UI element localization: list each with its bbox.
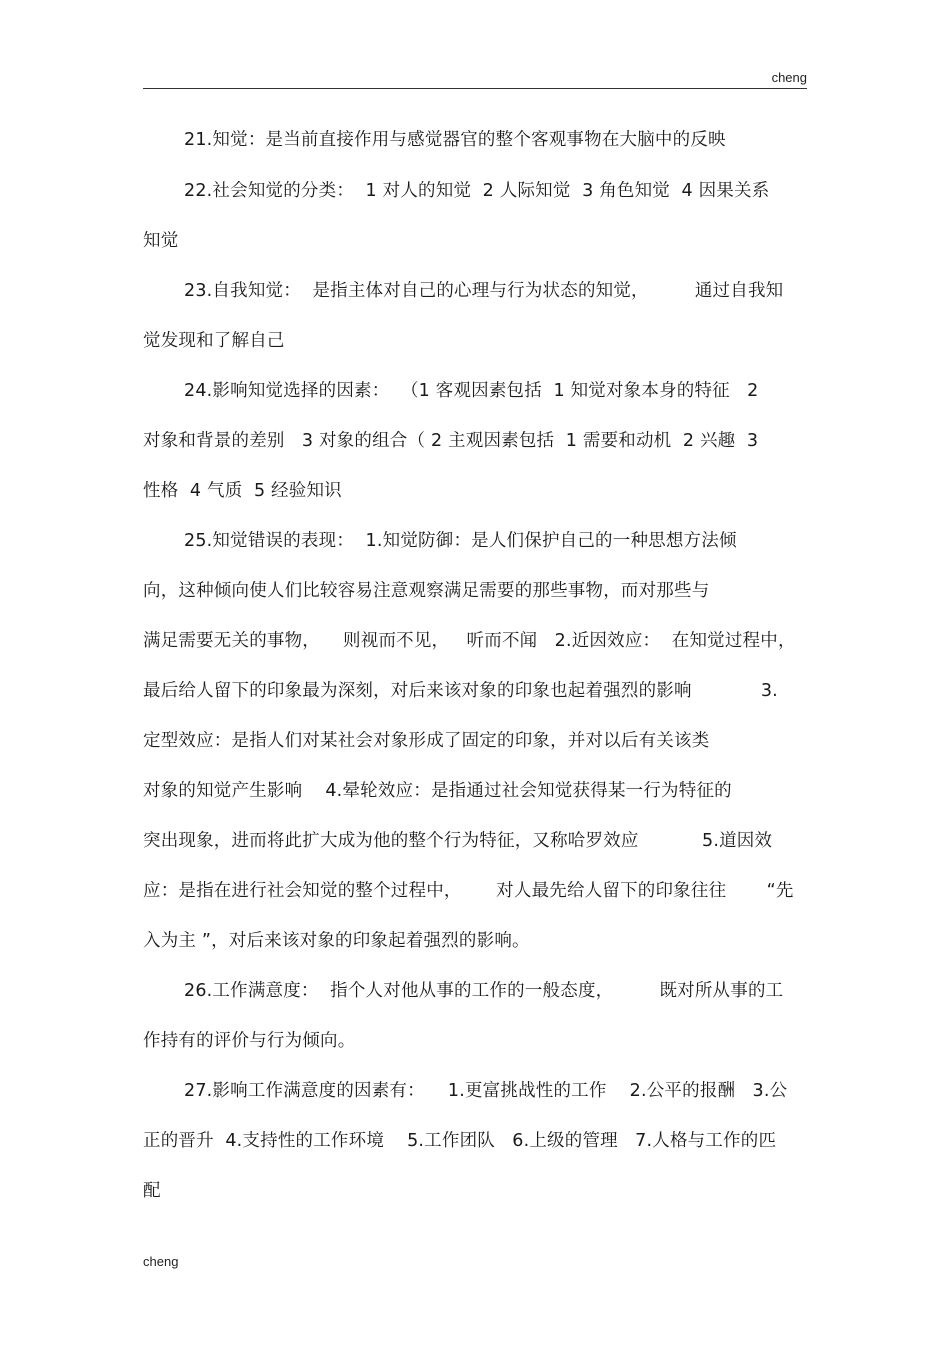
text-line: 22.社会知觉的分类： 1 对人的知觉 2 人际知觉 3 角色知觉 4 因果关系 <box>184 181 770 201</box>
header-rule <box>143 88 807 89</box>
text-line: 对象的知觉产生影响 4.晕轮效应：是指通过社会知觉获得某一行为特征的 <box>143 781 732 801</box>
text-line: 入为主 ”，对后来该对象的印象起着强烈的影响。 <box>143 931 530 951</box>
header-text: cheng <box>771 70 807 85</box>
text-line: 定型效应：是指人们对某社会对象形成了固定的印象，并对以后有关该类 <box>143 731 710 751</box>
text-line: 正的晋升 4.支持性的工作环境 5.工作团队 6.上级的管理 7.人格与工作的匹 <box>143 1131 777 1151</box>
text-line: 性格 4 气质 5 经验知识 <box>143 481 342 501</box>
text-line: 突出现象，进而将此扩大成为他的整个行为特征，又称哈罗效应 5.道因效 <box>143 831 773 851</box>
text-line: 知觉 <box>143 231 179 251</box>
text-line: 觉发现和了解自己 <box>143 331 285 351</box>
text-line: 26.工作满意度： 指个人对他从事的工作的一般态度， 既对所从事的工 <box>184 981 784 1001</box>
text-line: 最后给人留下的印象最为深刻，对后来该对象的印象也起着强烈的影响 3. <box>143 681 778 701</box>
text-line: 24.影响知觉选择的因素： （1 客观因素包括 1 知觉对象本身的特征 2 <box>184 381 759 401</box>
text-line: 满足需要无关的事物， 则视而不见， 听而不闻 2.近因效应： 在知觉过程中， <box>143 631 796 651</box>
text-line: 向，这种倾向使人们比较容易注意观察满足需要的那些事物，而对那些与 <box>143 581 710 601</box>
text-line: 对象和背景的差别 3 对象的组合（ 2 主观因素包括 1 需要和动机 2 兴趣 3 <box>143 431 759 451</box>
text-line: 25.知觉错误的表现： 1.知觉防御：是人们保护自己的一种思想方法倾 <box>184 531 737 551</box>
footer-text: cheng <box>143 1254 179 1269</box>
text-line: 23.自我知觉： 是指主体对自己的心理与行为状态的知觉， 通过自我知 <box>184 281 784 301</box>
text-line: 应：是指在进行社会知觉的整个过程中， 对人最先给人留下的印象往往 “先 <box>143 881 794 901</box>
text-line: 配 <box>143 1181 161 1201</box>
text-line: 作持有的评价与行为倾向。 <box>143 1031 356 1051</box>
text-line: 21.知觉：是当前直接作用与感觉器官的整个客观事物在大脑中的反映 <box>184 130 726 150</box>
text-line: 27.影响工作满意度的因素有： 1.更富挑战性的工作 2.公平的报酬 3.公 <box>184 1081 788 1101</box>
